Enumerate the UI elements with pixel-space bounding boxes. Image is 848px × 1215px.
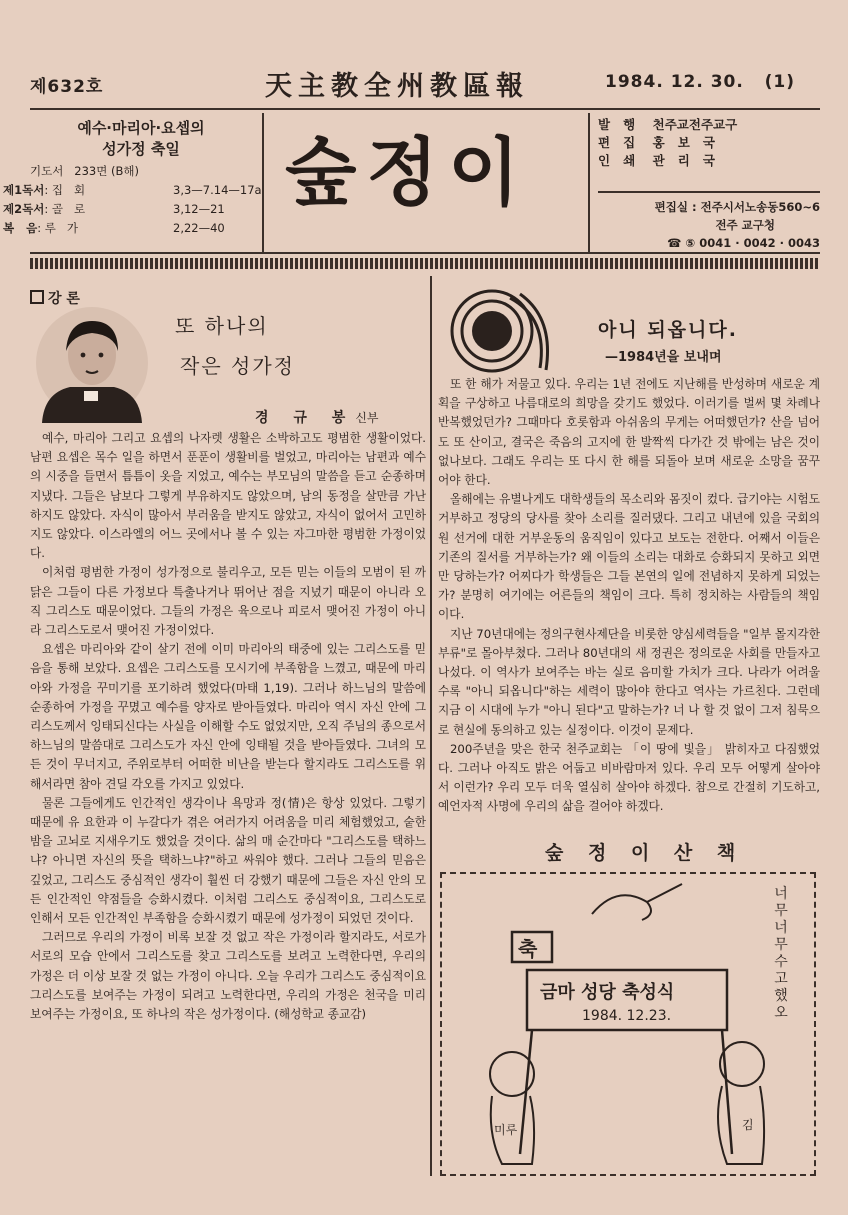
author-title: 신부 [355,411,379,425]
article-subtitle: —1984년을 보내며 [605,350,722,365]
prayer-book: 기도서 233면 (B해) [30,164,139,178]
address-line2: 전주 교구청 [715,218,775,232]
cartoon-caption: 너무 너무 수고했오 [774,886,788,1021]
publisher-label: 인 쇄 [598,153,636,168]
issue-number: 제632호 [30,77,104,97]
homily-body [30,429,426,1024]
date-text: 1984. 12. 30. [605,72,744,92]
sign-main-text: 금마 성당 축성식 [540,982,675,1003]
reading-row [3,200,225,219]
reading-row [3,181,262,200]
reading-row [3,219,225,238]
publisher-value: 천주교전주교구 [652,117,738,132]
publisher-label: 편 집 [598,135,636,150]
issue-date [605,72,795,92]
article-paragraph: 또 한 해가 저물고 있다. 우리는 1년 전에도 지난해를 반성하며 새로운 계획을 구상하고 나름대로의 희망을 갖기도 했었다. 이러기를 벌써 몇 차례나 반복했었던가? 그때마다 호롯함과 아쉬움의 무게는 어떠했던가? 산을 넘어도 또 산이고, 결국은 죽음의 고지에 한 발짝씩 다가간 것 밖에는 남은 것이 없나보다. 그래도 우리는 또 다시 한 해를 되돌아 보며 새로운 소망을 꿈꾸어야 한다. [438,377,820,488]
reading-book: : 골 로 [44,202,86,216]
homily-paragraph: 예수, 마리아 그리고 요셉의 나자렛 생활은 소박하고도 평범한 생활이었다. 남편 요셉은 목수 일을 하면서 푼푼이 생활비를 벌었고, 마리아는 남편과 예수의 시중을 들면서 틈틈이 옷을 지었고, 예수는 부모님의 말씀을 듣고 순종하며 지냈다. 그들은 남보다 그렇게 부유하지도 않았으며, 남의 동정을 살만큼 가난하지도 않았다. 자식이 많아서 부러움을 받지도 않았고, 자식이 없어서 고민하지도 않았다. 이스라엘의 어느 곳에서나 볼 수 있는 자그마한 평범한 가정이었다. [30,431,426,561]
reading-book: : 루 가 [37,221,78,235]
reading-ref: 2,22—40 [173,221,225,235]
cartoon-drawing [442,874,814,1174]
readings-list [3,162,262,238]
section-label-text: 강 론 [48,291,80,307]
homily-paragraph: 요셉은 마리아와 같이 살기 전에 이미 마리아의 태중에 있는 그리스도를 믿음을 통해 보았다. 요셉은 그리스도를 모시기에 부족함을 느꼈고, 때문에 마리아와 가정을 꾸미기를 포기하려 했었다(마태 1,19). 그러나 하느님의 말씀에 순종하여 가정을 꾸몄고 예수를 양자로 받아들였다. 마리아 역시 자신 안에 그리스도께서 잉태되신다는 사실을 이해할 수도 없었지만, 오직 주님의 종으로서 하느님의 말씀대로 그리스도가 자신 안에 잉태될 것을 받아들였다. 그녀의 모든 것이 무너지고, 주위로부터 어떠한 비난을 받는다 할지라도 그리스도를 위해서라면 참아 견딜 각오를 가지고 있었다. [30,642,426,791]
reading-ref: 3,12—21 [173,202,225,216]
right-figure-label: 김 [742,1118,754,1132]
paper-name: 天主教全州教區報 [265,71,529,102]
masthead-rule [30,108,820,110]
priest-portrait [30,305,150,423]
homily-paragraph: 물론 그들에게도 인간적인 생각이나 욕망과 정(情)은 항상 있었다. 그렇기 때문에 유 요한과 이 누갈다가 겪은 여러가지 어려움을 미리 체험했었고, 숱한 밤을 고뇌로 지새우기도 했었을 것이다. 삶의 매 순간마다 "그리스도를 택하느냐? 아니면 자신의 뜻을 택하느냐?"하고 싸워야 했다. 그러나 그들의 믿음은 깊었고, 그리스도 중심적인 생각이 훨씬 더 강했기 때문에 그들은 자신 안의 모든 인간적인 약점들을 승화시켰다. 이처럼 그리스도 중심적이요, 그리스도로 인해서 모든 인간적인 부족함을 승화시켰기 때문에 성가정이 되었던 것이다. [30,795,426,926]
publisher-row [598,116,737,134]
homily-title-line2: 작은 성가정 [180,354,295,378]
checkbox-icon [30,290,44,304]
publisher-value: 관 리 국 [652,153,715,168]
homily-paragraph: 그러므로 우리의 가정이 비록 보잘 것 없고 작은 가정이라 할지라도, 서로가 서로의 모습 안에서 그리스도를 찾고 그리스도를 보려고 노력한다면, 우리의 가정은 더 이상 보잘 것 없는 가정이 아니다. 오늘 우리가 그리스도 중심적이요 그리스도를 보여주는 가정이 되려고 노력한다면, 우리의 가정은 천국을 미리 보여주는 가정이요, 또 하나의 작은 성가정이다. (해성학교 종교감) [30,930,426,1022]
reading-label: 제1독서 [3,183,45,197]
publisher-row [598,152,737,170]
divider [588,113,590,253]
publisher-row [598,134,737,152]
editorial-address [598,191,820,252]
article-body [438,375,820,817]
masthead [0,60,848,110]
reading-label: 복 음 [3,221,38,235]
sign-top-text: 축 [518,937,538,961]
phone-numbers: ☎ ⑤ 0041 · 0042 · 0043 [667,236,820,250]
publisher-value: 홍 보 국 [652,135,715,150]
cartoon-heading: 숲 정 이 산 책 [545,842,745,864]
reading-label: 제2독서 [3,202,45,216]
author-name: 경 규 봉 [255,410,356,426]
feast-title [30,118,252,160]
header-rule [30,252,820,254]
feast-title-line1: 예수·마리아·요셉의 [77,119,205,137]
left-figure-label: 미루 [494,1123,518,1137]
reading-ref: 3,3—7.14—17a [173,183,262,197]
article-title: 아니 되옵니다. [598,319,738,341]
homily-author [255,407,379,427]
decorative-band [30,258,820,269]
article-paragraph: 지난 70년대에는 정의구현사제단을 비롯한 양심세력들을 "일부 몰지각한 부류"로 몰아부쳤다. 그러나 80년대의 새 정권은 정의로운 사회를 만들자고 나섰다. 이 역사가 보여주는 바는 실로 음미할 가치가 크다. 나라가 어려울수록 "아니 되옵니다"하는 세력이 많아야 한다고 역사는 가르친다. 그런데 지금 이 시대에 누가 "아니 된다"고 말하는가? 너 나 할 것 없이 그저 침묵으로 현실에 동의하고 있는 실정이다. 이것이 문제다. [438,626,820,737]
publisher-info [598,116,737,170]
divider [262,113,264,253]
publisher-label: 발 행 [598,117,636,132]
reading-book: : 집 회 [44,183,86,197]
article-emblem-icon [450,288,550,374]
homily-paragraph: 이처럼 평범한 가정이 성가정으로 불리우고, 모든 믿는 이들의 모범이 된 까닭은 그들이 다른 가정보다 특출나거나 뛰어난 점을 지녔기 때문이 아니라 오직 그리스도 때문이었다. 그들의 가정은 육으로나 피로서 맺어진 가정이 아니라 그리스도로서 맺어진 가정이었다. [30,565,426,638]
page-number: (1) [764,72,795,92]
feast-title-line2: 성가정 축일 [102,140,180,158]
homily-title-line1: 또 하나의 [175,314,269,338]
sign-date-text: 1984. 12.23. [582,1008,672,1024]
newspaper-logo: 숲정이 [285,130,530,216]
article-paragraph: 올해에는 유별나게도 대학생들의 목소리와 몸짓이 컸다. 급기야는 시험도 거부하고 정당의 당사를 찾아 소리를 질러댔다. 그리고 내년에 있을 국회의원 선거에 대한 거부운동의 움직임이 있다고 보도는 전한다. 어째서 이들은 기존의 질서를 거부하는가? 왜 이들의 소리는 대화로 승화되지 못하고 외면만 당하는가? 어찌다가 학생들은 그들 본연의 일에 전념하지 못하게 되었는가? 분명히 여기에는 어른들의 책임이 크다. 특히 정치하는 사람들의 책임이다. [438,492,820,622]
article-paragraph: 200주년을 맞은 한국 천주교회는 「이 땅에 빛을」 밝히자고 다짐했었다. 그러나 아직도 밝은 어둡고 비바람마저 있다. 우리 모두 어떻게 살아야서 이런가? 우리 모두 더욱 열심히 살아야 하겠다. 참으로 간절히 기도하고, 예언자적 사명에 우리의 삶을 걸어야 하겠다. [438,741,820,814]
column-divider [430,276,432,1176]
address-line1: 편집실 : 전주시서노송동560∼6 [654,200,820,214]
cartoon-panel [440,872,816,1176]
